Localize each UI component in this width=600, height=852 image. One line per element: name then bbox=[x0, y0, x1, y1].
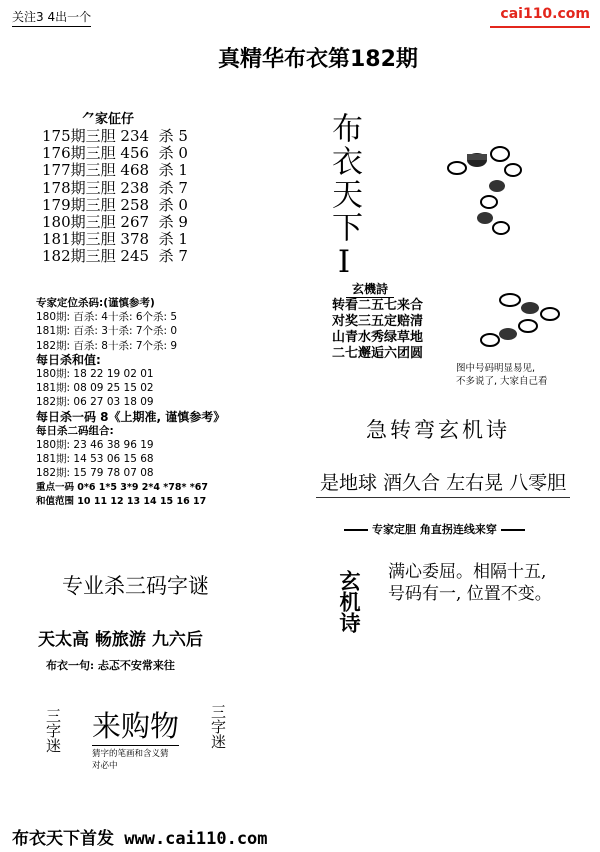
poem-lines bbox=[332, 298, 423, 362]
kill-row: 178期三胆 238 杀 7 bbox=[42, 178, 188, 197]
coin-icon bbox=[448, 147, 521, 234]
expert-line-text: 专家定胆 角直拐连线来穿 bbox=[372, 523, 497, 536]
expert-kill-rows bbox=[36, 310, 225, 353]
image-caption: 图中号码明显易见, 不多说了, 大家自己看 bbox=[456, 363, 548, 387]
expert-line bbox=[340, 521, 529, 537]
divider bbox=[501, 529, 525, 531]
kill-row: 176期三胆 456 杀 0 bbox=[42, 144, 188, 163]
daily-two-rows bbox=[36, 438, 225, 481]
riddle-lines bbox=[388, 561, 552, 605]
daily-sum-title: 每日杀和值: bbox=[36, 352, 101, 367]
turn-answers: 是地球 酒久合 左右晃 八零胆 bbox=[316, 466, 570, 498]
sanzi-left: 三字迷 bbox=[44, 708, 62, 753]
sum-range-row: 和值范围 10 11 12 13 14 15 16 17 bbox=[36, 495, 207, 507]
zhuanye-title: 专业杀三码字谜 bbox=[62, 574, 209, 598]
expert-kill-row: 181期: 百杀: 3十杀: 7个杀: 0 bbox=[36, 325, 178, 338]
poem-title: 玄機詩 bbox=[346, 280, 394, 298]
laigouwu-riddle: 来购物 bbox=[92, 704, 179, 746]
daily-sum-row: 180期: 18 22 19 02 01 bbox=[36, 368, 154, 381]
kill-row: 181期三胆 378 杀 1 bbox=[42, 230, 188, 249]
xuan-vertical: 玄机诗 bbox=[337, 570, 362, 633]
daily-two-row: 182期: 15 79 78 07 08 bbox=[36, 467, 154, 480]
expert-kill-title: 专家定位杀码:(谨慎参考) bbox=[36, 297, 155, 309]
tiantai-line: 天太高 畅旅游 九六后 bbox=[38, 630, 203, 650]
expert-stats-block bbox=[36, 296, 225, 509]
daily-sum-rows bbox=[36, 367, 225, 410]
kill-row: 180期三胆 267 杀 9 bbox=[42, 213, 188, 232]
kill-row: 175期三胆 234 杀 5 bbox=[42, 127, 188, 145]
daily-sum-row: 181期: 08 09 25 15 02 bbox=[36, 382, 154, 395]
riddle-line: 满心委屈。相隔十五, bbox=[388, 562, 547, 582]
kill-list bbox=[42, 128, 188, 266]
buyi-vertical-title: 布衣天下I bbox=[326, 112, 362, 282]
kill-row: 177期三胆 468 杀 1 bbox=[42, 161, 188, 180]
daily-two-title: 每日杀二码组合: bbox=[36, 424, 114, 437]
coin-icon bbox=[481, 294, 559, 346]
daily-two-row: 180期: 23 46 38 96 19 bbox=[36, 439, 154, 452]
kill-row: 179期三胆 258 杀 0 bbox=[42, 195, 188, 214]
focus-row: 重点一码 0*6 1*5 3*9 2*4 *78* *67 bbox=[36, 481, 208, 493]
poem-line: 二七邂逅六团圆 bbox=[332, 346, 424, 361]
divider bbox=[344, 529, 368, 531]
poem-line: 对奖三五定赔清 bbox=[332, 314, 424, 329]
page-title: 真精华布衣第182期 bbox=[218, 47, 418, 72]
kill-row: 182期三胆 245 杀 7 bbox=[42, 247, 188, 266]
brand-underline bbox=[490, 26, 590, 28]
poem-line: 山青水秀绿草地 bbox=[332, 330, 424, 345]
riddle-line: 号码有一, 位置不变。 bbox=[388, 584, 552, 604]
footer-text: 布衣天下首发 www.cai110.com bbox=[12, 829, 268, 849]
kill-section-title: ⺈家佂仔 bbox=[82, 112, 135, 127]
expert-kill-row: 182期: 百杀: 8十杀: 7个杀: 9 bbox=[36, 339, 178, 352]
turn-title: 急转弯玄机诗 bbox=[366, 418, 510, 442]
buyi-one-line: 布衣一句: 忐忑不安常来往 bbox=[46, 659, 175, 672]
coins-graphic-2 bbox=[470, 290, 565, 360]
top-note: 关注3 4出一个 bbox=[12, 8, 91, 27]
daily-sum-row: 182期: 06 27 03 18 09 bbox=[36, 396, 154, 409]
poem-line: 转看二五七来合 bbox=[332, 298, 424, 313]
coins-graphic bbox=[445, 140, 545, 240]
brand-logo-text[interactable]: cai110.com bbox=[500, 6, 590, 22]
expert-kill-row: 180期: 百杀: 4十杀: 6个杀: 5 bbox=[36, 311, 178, 324]
daily-one-title: 每日杀一码 8《上期准, 谨慎参考》 bbox=[36, 409, 226, 424]
riddle-hint: 猜字的笔画和含义猜 对必中 bbox=[92, 749, 169, 771]
daily-two-row: 181期: 14 53 06 15 68 bbox=[36, 453, 154, 466]
sanzi-right: 三字迷 bbox=[209, 704, 227, 749]
